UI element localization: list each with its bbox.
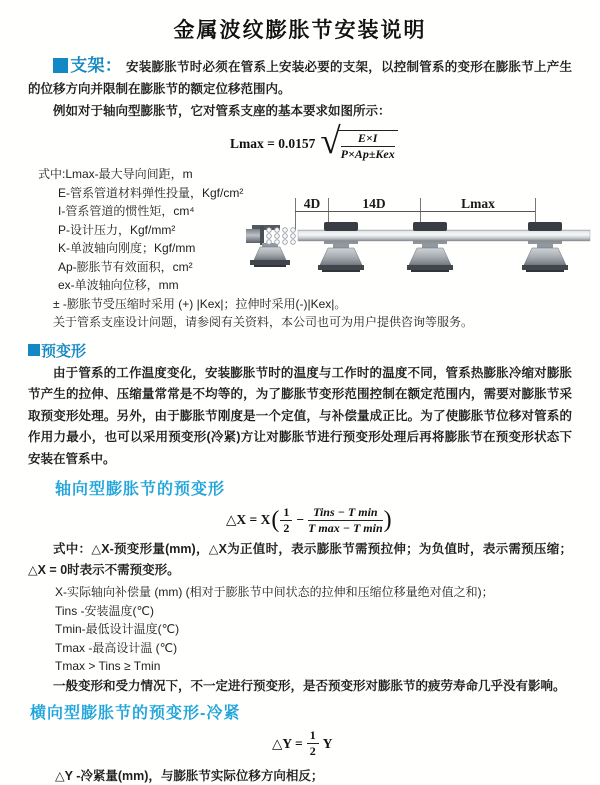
dim-label-14d: 14D — [362, 196, 386, 211]
guide-support-3 — [522, 222, 568, 272]
sqrt-radical — [320, 120, 397, 162]
definition-item: I-管系管道的惯性矩，cm⁴ — [58, 204, 195, 218]
section-marker-icon — [53, 58, 68, 73]
guide-support-2 — [407, 222, 453, 272]
lateral-formula-lhs: △Y = — [272, 735, 303, 751]
lmax-formula — [230, 120, 600, 162]
predeform-paragraph: 由于管系的工作温度变化，安装膨胀节时的温度与工作时的温度不同，管系热膨胀冷缩对膨胀节产生的拉伸、压缩量常常是不均等的，为了膨胀节变形范围控制在额定范围内，需要对膨胀节采取预变形处理。另外，由于膨胀节刚度是一个定值，与补偿量成正比。为了使膨胀节位移对管系的作用力最小，也可以采用预变形(冷紧)方让对膨胀节进行预变形处理后再将膨胀节在预变形状态下安装在管系中。 — [28, 365, 572, 466]
lmax-fraction-numerator: E×I — [341, 132, 395, 147]
axial-line: Tmin-最低设计温度(℃) — [55, 622, 180, 636]
support-section-intro — [28, 56, 572, 100]
sqrt-glyph-icon: √ — [320, 120, 341, 162]
definition-item: K-单波轴向刚度；Kgf/mm — [58, 241, 196, 255]
axial-line: Tins -安装温度(℃) — [55, 603, 155, 618]
close-paren: ) — [383, 507, 392, 533]
predeform-section-heading — [28, 340, 600, 361]
lmax-formula-lhs: Lmax = 0.0157 — [230, 136, 316, 151]
dim-label-4d: 4D — [303, 196, 321, 211]
axial-line: X-实际轴向补偿量 (mm) (相对于膨胀节中间状态的拉伸和压缩位移量绝对值之和)； — [55, 585, 494, 599]
half-numerator: 1 — [280, 506, 292, 521]
axial-subheading: 轴向型膨胀节的预变形 — [55, 481, 226, 498]
lmax-fraction — [341, 132, 395, 161]
definition-item: Ap-膨胀节有效面积，cm² — [58, 259, 193, 274]
definition-item: 式中:Lmax-最大导向间距，m — [38, 167, 193, 181]
open-paren: ( — [271, 507, 280, 533]
predeform-heading-text: 预变形 — [41, 342, 87, 360]
lateral-subheading: 横向型膨胀节的预变形-冷紧 — [30, 704, 241, 722]
lateral-numerator: 1 — [307, 729, 319, 744]
support-section-label: 支架： — [70, 56, 122, 75]
axial-explanation: 式中：△X-预变形量(mm)，△X为正值时，表示膨胀节需预拉伸；为负值时，表示需预压缩；△X = 0时表示不需预变形。 — [28, 542, 572, 577]
lateral-denominator: 2 — [309, 744, 316, 758]
definition-item: P-设计压力，Kgf/mm² — [58, 222, 176, 237]
axial-note: 一般变形和受力情况下，不一定进行预变形，是否预变形对膨胀节的疲劳寿命几乎没有影响。 — [53, 678, 566, 693]
temperature-fraction — [308, 506, 383, 535]
definition-item: E-管系管道材料弹性投量，Kgf/cm² — [58, 185, 244, 200]
page-title: 金属波纹膨胀节安装说明 — [173, 19, 427, 42]
pipe-support-diagram-svg — [246, 192, 594, 288]
half-fraction — [280, 506, 292, 535]
temp-fraction-numerator: Tins − T min — [308, 506, 383, 521]
dim-label-lmax: Lmax — [461, 196, 495, 211]
lateral-formula — [272, 729, 600, 759]
lateral-half-fraction — [307, 729, 319, 758]
guide-support-1 — [318, 222, 364, 272]
bellows-icon — [267, 228, 296, 245]
axial-formula — [226, 503, 600, 537]
lmax-fraction-denominator: P×Ap±Kex — [340, 146, 395, 161]
minus-sign: − — [296, 512, 305, 527]
axial-variable-lines — [55, 583, 600, 676]
support-example-line: 例如对于轴向型膨胀节，它对管系支座的基本要求如图所示： — [53, 104, 391, 118]
axial-line: Tmax > Tins ≥ Tmin — [55, 659, 161, 673]
half-denominator: 2 — [283, 520, 290, 535]
plus-minus-note: ± -膨胀节受压缩时采用 (+) |Kex|；拉伸时采用(-)|Kex|。 — [53, 296, 347, 311]
axial-line: Tmax -最高设计温 (℃) — [55, 640, 178, 655]
pipe-support-diagram — [246, 192, 594, 288]
pipe — [298, 230, 590, 241]
support-intro-text: 安装膨胀节时必须在管系上安装必要的支架，以控制管系的变形在膨胀节上产生的位移方向并限制在膨胀节的额定位移范围内。 — [28, 60, 572, 96]
lateral-formula-rhs: Y — [322, 735, 333, 751]
definition-item: ex-单波轴向位移，mm — [58, 278, 179, 292]
temp-fraction-denominator: T max − T min — [308, 520, 383, 535]
lateral-note: △Y -冷紧量(mm)，与膨胀节实际位移方向相反； — [55, 768, 324, 783]
consult-note: 关于管系支座设计问题，请参阅有关资料，本公司也可为用户提供咨询等服务。 — [53, 315, 474, 329]
axial-formula-lhs: △X = X — [226, 512, 271, 527]
section-marker-icon — [28, 344, 40, 356]
